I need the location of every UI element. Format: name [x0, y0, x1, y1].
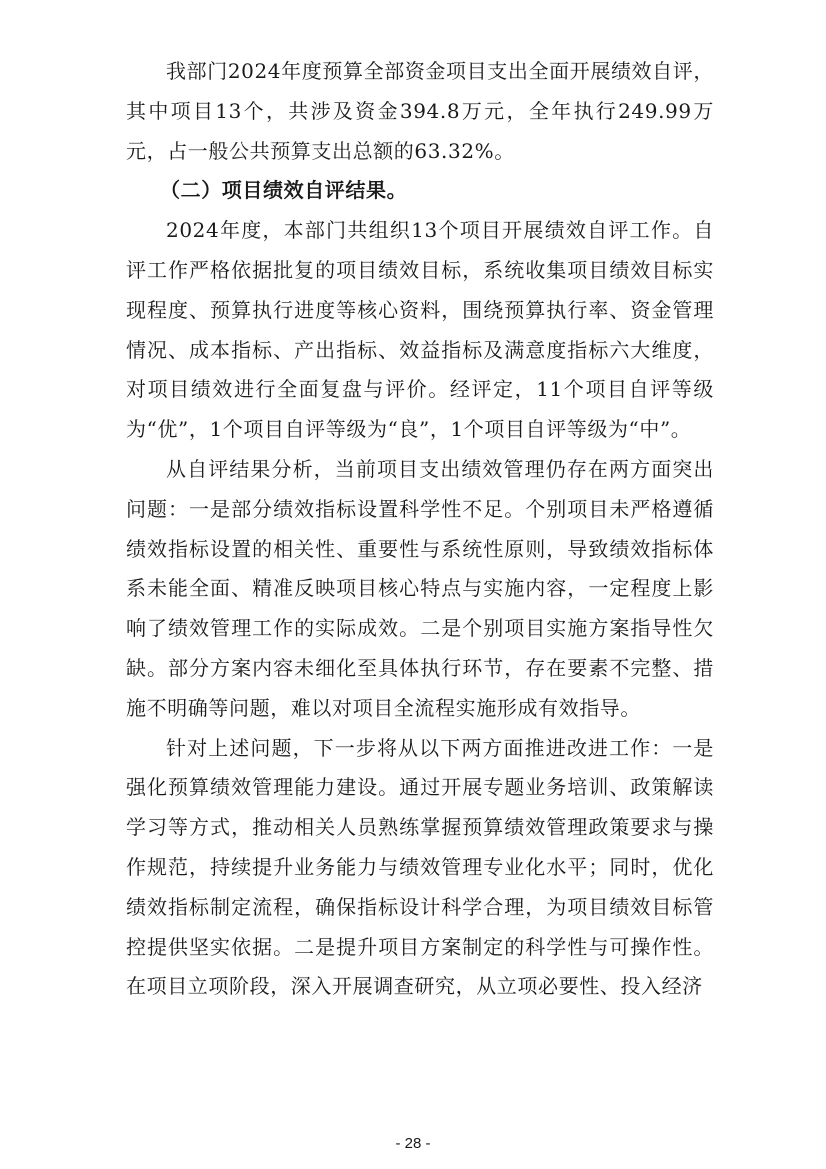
- paragraph-results: 2024年度，本部门共组织13个项目开展绩效自评工作。自评工作严格依据批复的项目绩效目标，系统收集项目绩效目标实现程度、预算执行进度等核心资料，围绕预算执行率、资金管理情况、成本指标、产出指标、效益指标及满意度指标六大维度，对项目绩效进行全面复盘与评价。经评定，11个项目自评等级为“优”，1个项目自评等级为“良”，1个项目自评等级为“中”。: [126, 218, 714, 442]
- paragraph-improvement: 针对上述问题，下一步将从以下两方面推进改进工作：一是强化预算绩效管理能力建设。通过开展专题业务培训、政策解读学习等方式，推动相关人员熟练掌握预算绩效管理政策要求与操作规范，持续提升业务能力与绩效管理专业化水平；同时，优化绩效指标制定流程，确保指标设计科学合理，为项目绩效目标管控提供坚实依据。二是提升项目方案制定的科学性与可操作性。在项目立项阶段，深入开展调查研究，从立项必要性、投入经济: [126, 735, 714, 999]
- section-heading: （二）项目绩效自评结果。: [160, 178, 408, 203]
- page-number: - 28 -: [395, 1135, 431, 1152]
- document-body: [126, 52, 714, 1007]
- paragraph-analysis: 从自评结果分析，当前项目支出绩效管理仍存在两方面突出问题：一是部分绩效指标设置科学性不足。个别项目未严格遵循绩效指标设置的相关性、重要性与系统性原则，导致绩效指标体系未能全面、精准反映项目核心特点与实施内容，一定程度上影响了绩效管理工作的实际成效。二是个别项目实施方案指导性欠缺。部分方案内容未细化至具体执行环节，存在要素不完整、措施不明确等问题，难以对项目全流程实施形成有效指导。: [126, 456, 714, 720]
- paragraph-intro: 我部门2024年度预算全部资金项目支出全面开展绩效自评，其中项目13个，共涉及资金394.8万元，全年执行249.99万元，占一般公共预算支出总额的63.32%。: [126, 59, 714, 163]
